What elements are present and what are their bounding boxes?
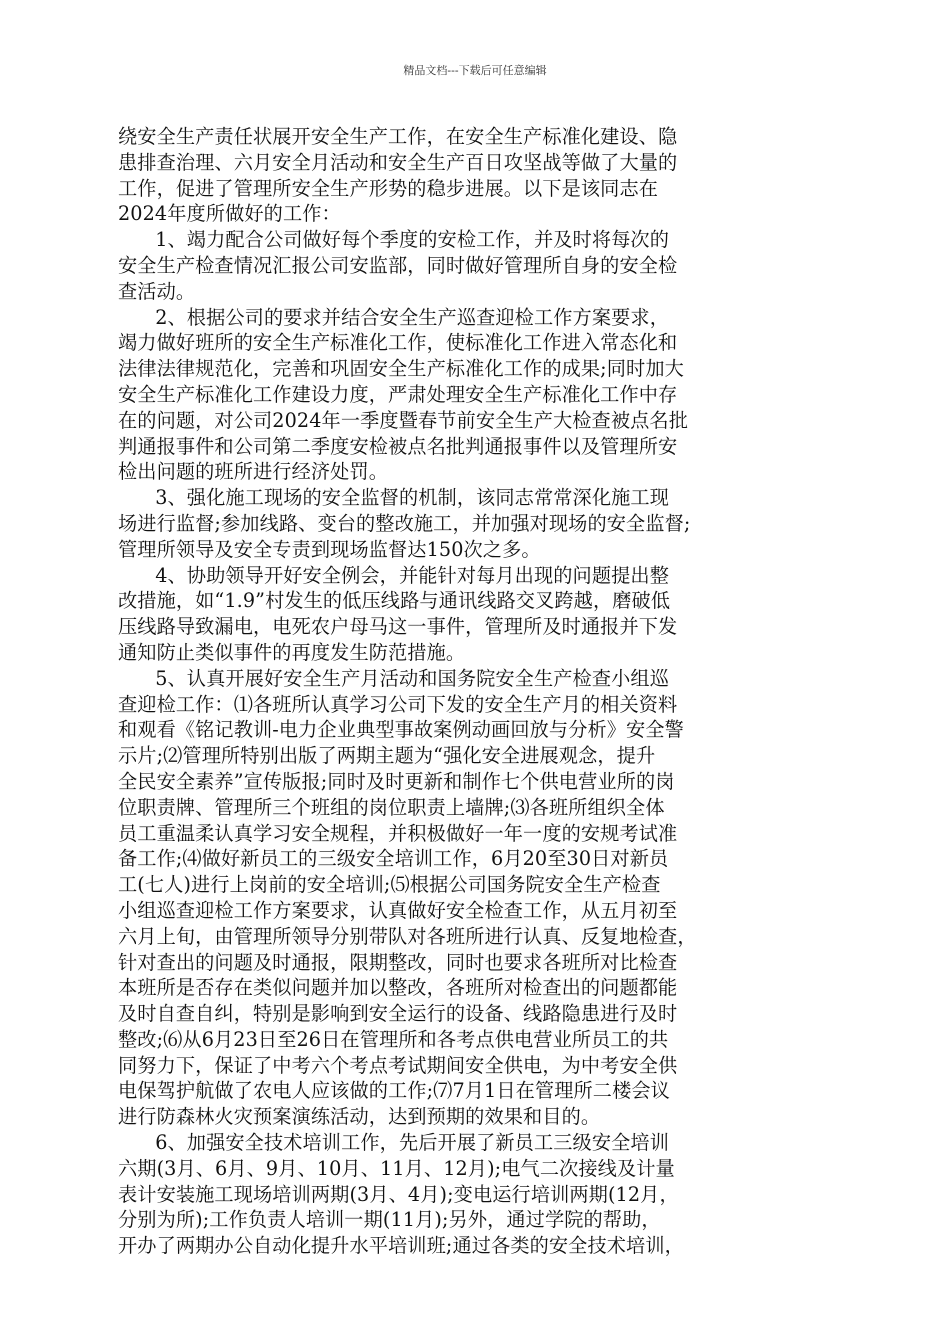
text-line: 场进行监督;参加线路、变台的整改施工，并加强对现场的安全监督; — [118, 511, 691, 535]
text-line: 和观看《铭记教训-电力企业典型事故案例动画回放与分析》安全警 — [118, 718, 684, 742]
document-body — [118, 124, 834, 1259]
text-line: 压线路导致漏电，电死农户母马这一事件，管理所及时通报并下发 — [118, 615, 678, 639]
text-line: 进行防森林火灾预案演练活动，达到预期的效果和目的。 — [118, 1105, 601, 1129]
text-line: 检出问题的班所进行经济处罚。 — [118, 460, 389, 484]
text-line: 5、认真开展好安全生产月活动和国务院安全生产检查小组巡 — [118, 666, 669, 690]
text-line: 管理所领导及安全专责到现场监督达150次之多。 — [118, 537, 541, 561]
text-line: 全民安全素养”宣传版报;同时及时更新和制作七个供电营业所的岗 — [118, 769, 675, 793]
text-line: 位职责牌、管理所三个班组的岗位职责上墙牌;⑶各班所组织全体 — [118, 795, 665, 819]
text-line: 查活动。 — [118, 279, 196, 303]
text-line: 同努力下，保证了中考六个考点考试期间安全供电，为中考安全供 — [118, 1053, 678, 1077]
text-line: 安全生产标准化工作建设力度，严肃处理安全生产标准化工作中存 — [118, 382, 678, 406]
text-line: 工作，促进了管理所安全生产形势的稳步进展。以下是该同志在 — [118, 176, 659, 200]
text-line: 通知防止类似事件的再度发生防范措施。 — [118, 640, 466, 664]
text-line: 开办了两期办公自动化提升水平培训班;通过各类的安全技术培训， — [118, 1234, 684, 1258]
text-line: 表计安装施工现场培训两期(3月、4月);变电运行培训两期(12月， — [118, 1182, 679, 1206]
text-line: 4、协助领导开好安全例会，并能针对每月出现的问题提出整 — [118, 563, 669, 587]
text-line: 2、根据公司的要求并结合安全生产巡查迎检工作方案要求， — [118, 305, 669, 329]
text-line: 员工重温柔认真学习安全规程，并积极做好一年一度的安规考试准 — [118, 821, 678, 845]
text-line: 分别为所);工作负责人培训一期(11月);另外，通过学院的帮助， — [118, 1208, 661, 1232]
text-line: 示片;⑵管理所特别出版了两期主题为“强化安全进展观念，提升 — [118, 744, 656, 768]
text-line: 本班所是否存在类似问题并加以整改，各班所对检查出的问题都能 — [118, 976, 678, 1000]
text-line: 工(七人)进行上岗前的安全培训;⑸根据公司国务院安全生产检查 — [118, 873, 661, 897]
text-line: 整改;⑹从6月23日至26日在管理所和各考点供电营业所员工的共 — [118, 1027, 669, 1051]
text-line: 改措施，如“1.9”村发生的低压线路与通讯线路交叉跨越，磨破低 — [118, 589, 671, 613]
text-line: 判通报事件和公司第二季度安检被点名批判通报事件以及管理所安 — [118, 434, 678, 458]
text-line: 1、竭力配合公司做好每个季度的安检工作，并及时将每次的 — [118, 228, 669, 252]
text-line: 安全生产检查情况汇报公司安监部，同时做好管理所自身的安全检 — [118, 253, 678, 277]
page-header: 精品文档---下载后可任意编辑 — [403, 64, 547, 77]
text-line: 法律法律规范化，完善和巩固安全生产标准化工作的成果;同时加大 — [118, 357, 684, 381]
text-line: 患排查治理、六月安全月活动和安全生产百日攻坚战等做了大量的 — [118, 150, 678, 174]
text-line: 小组巡查迎检工作方案要求，认真做好安全检查工作，从五月初至 — [118, 898, 678, 922]
text-line: 备工作;⑷做好新员工的三级安全培训工作，6月20至30日对新员 — [118, 847, 669, 871]
text-line: 2024年度所做好的工作： — [118, 202, 341, 226]
text-line: 针对查出的问题及时通报，限期整改，同时也要求各班所对比检查 — [118, 950, 678, 974]
text-line: 6、加强安全技术培训工作，先后开展了新员工三级安全培训 — [118, 1131, 669, 1155]
text-line: 3、强化施工现场的安全监督的机制，该同志常常深化施工现 — [118, 486, 669, 510]
text-line: 绕安全生产责任状展开安全生产工作，在安全生产标准化建设、隐 — [118, 125, 678, 148]
text-line: 六期(3月、6月、9月、10月、11月、12月);电气二次接线及计量 — [118, 1156, 675, 1180]
text-line: 电保驾护航做了农电人应该做的工作;⑺7月1日在管理所二楼会议 — [118, 1079, 670, 1103]
text-line: 六月上旬，由管理所领导分别带队对各班所进行认真、反复地检查， — [118, 924, 697, 948]
text-line: 查迎检工作：⑴各班所认真学习公司下发的安全生产月的相关资料 — [118, 692, 678, 716]
text-line: 在的问题，对公司2024年一季度暨春节前安全生产大检查被点名批 — [118, 408, 688, 432]
text-line: 及时自查自纠，特别是影响到安全运行的设备、线路隐患进行及时 — [118, 1002, 678, 1026]
text-line: 竭力做好班所的安全生产标准化工作，使标准化工作进入常态化和 — [118, 331, 678, 355]
